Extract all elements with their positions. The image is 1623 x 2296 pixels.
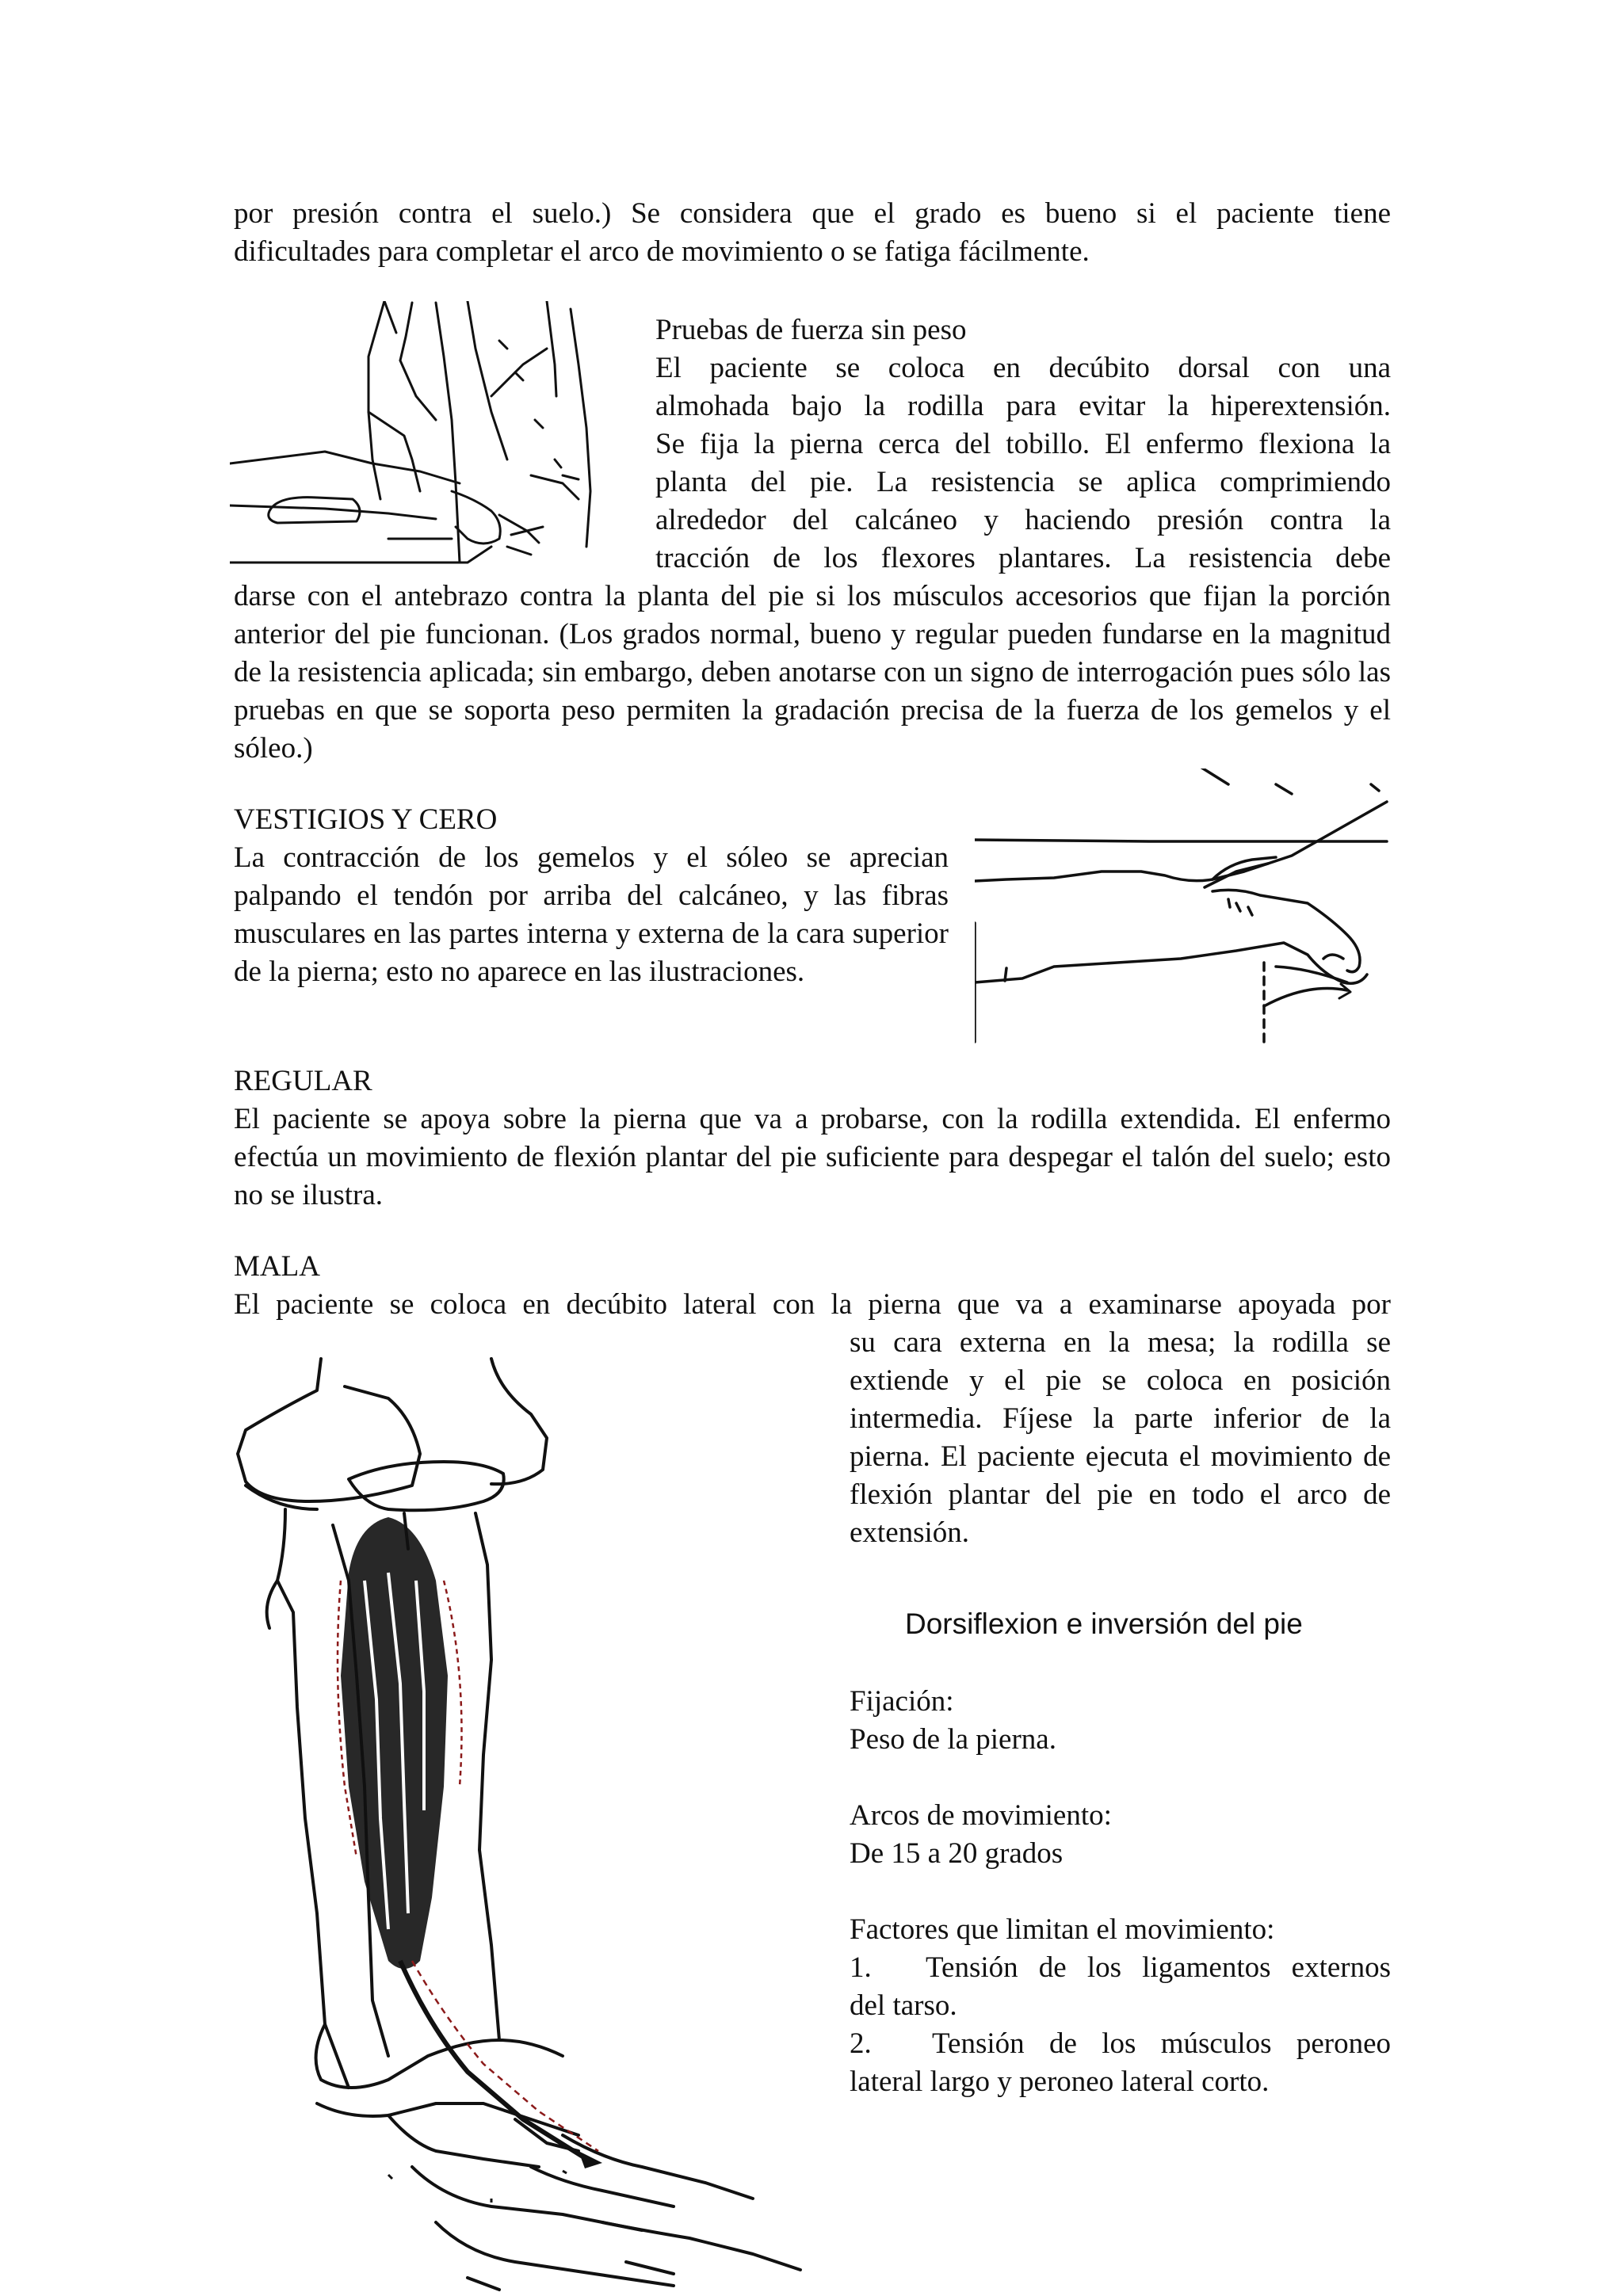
- sin-peso-line-2: almohada bajo la rodilla para evitar la hiperextensión.: [655, 390, 1391, 422]
- arcos-label: Arcos de movimiento:: [850, 1799, 1112, 1832]
- fijacion-value: Peso de la pierna.: [850, 1723, 1056, 1756]
- sin-peso-continued: darse con el antebrazo contra la planta del pie si los músculos accesorios que fijan la porción anterior del pie funcionan. (Los grados normal, bueno y regular pueden fundarse en la magnitud de la resistencia aplicada; sin embargo, deben anotarse con un signo de interrogación pues sólo las pruebas en que se soporta peso permiten la gradación precisa de la fuerza de los gemelos y el sóleo.): [234, 580, 1391, 765]
- regular-title: REGULAR: [234, 1065, 372, 1097]
- figure-resistance-test: [230, 301, 626, 566]
- vestigios-text: La contracción de los gemelos y el sóleo se aprecian palpando el tendón por arriba del calcáneo, y las fibras musculares en las partes interna y externa de la cara superior de la pierna; esto no aparece en las ilustraciones.: [234, 841, 949, 988]
- arcos-value: De 15 a 20 grados: [850, 1837, 1064, 1870]
- factor1-num: 1.: [850, 1951, 872, 1984]
- p1-line2: dificultades para completar el arco de movimiento o se fatiga fácilmente.: [234, 235, 1090, 268]
- mala-title: MALA: [234, 1250, 320, 1283]
- sin-peso-line-6: tracción de los flexores plantares. La resistencia debe: [655, 542, 1391, 574]
- figure-leg-palpation: [975, 769, 1403, 1046]
- dorsiflexion-title: Dorsiflexion e inversión del pie: [905, 1608, 1303, 1640]
- mala-line1: El paciente se coloca en decúbito lateral con la pierna que va a examinarse apoyada por: [234, 1288, 1391, 1321]
- mala-text: su cara externa en la mesa; la rodilla se extiende y el pie se coloca en posición intermedia. Fíjese la parte inferior de la pierna. El paciente ejecuta el movimiento de flexión plantar del pie en todo el arco de extensión.: [850, 1326, 1391, 1549]
- p1-line1: por presión contra el suelo.) Se considera que el grado es bueno si el paciente tiene: [234, 197, 1391, 230]
- regular-text: El paciente se apoya sobre la pierna que va a probarse, con la rodilla extendida. El enfermo efectúa un movimiento de flexión plantar del pie suficiente para despegar el talón del suelo; esto no se ilustra.: [234, 1103, 1391, 1211]
- vestigios-title: VESTIGIOS Y CERO: [234, 803, 498, 836]
- figure-anatomy-leg: [230, 1343, 832, 2294]
- factor2-first: Tensión de los músculos peroneo: [932, 2027, 1391, 2060]
- fijacion-label: Fijación:: [850, 1685, 954, 1718]
- sin-peso-title: Pruebas de fuerza sin peso: [655, 314, 967, 346]
- factor2-rest: lateral largo y peroneo lateral corto.: [850, 2065, 1270, 2098]
- factor1-first: Tensión de los ligamentos externos: [926, 1951, 1391, 1984]
- sin-peso-line-4: planta del pie. La resistencia se aplica comprimiendo: [655, 466, 1391, 498]
- sin-peso-line-5: alrededor del calcáneo y haciendo presión contra la: [655, 504, 1391, 536]
- factor1-rest: del tarso.: [850, 1989, 957, 2022]
- sin-peso-line-1: El paciente se coloca en decúbito dorsal con una: [655, 352, 1391, 384]
- sin-peso-line-3: Se fija la pierna cerca del tobillo. El enfermo flexiona la: [655, 428, 1391, 460]
- factores-label: Factores que limitan el movimiento:: [850, 1913, 1275, 1946]
- factor2-num: 2.: [850, 2027, 872, 2060]
